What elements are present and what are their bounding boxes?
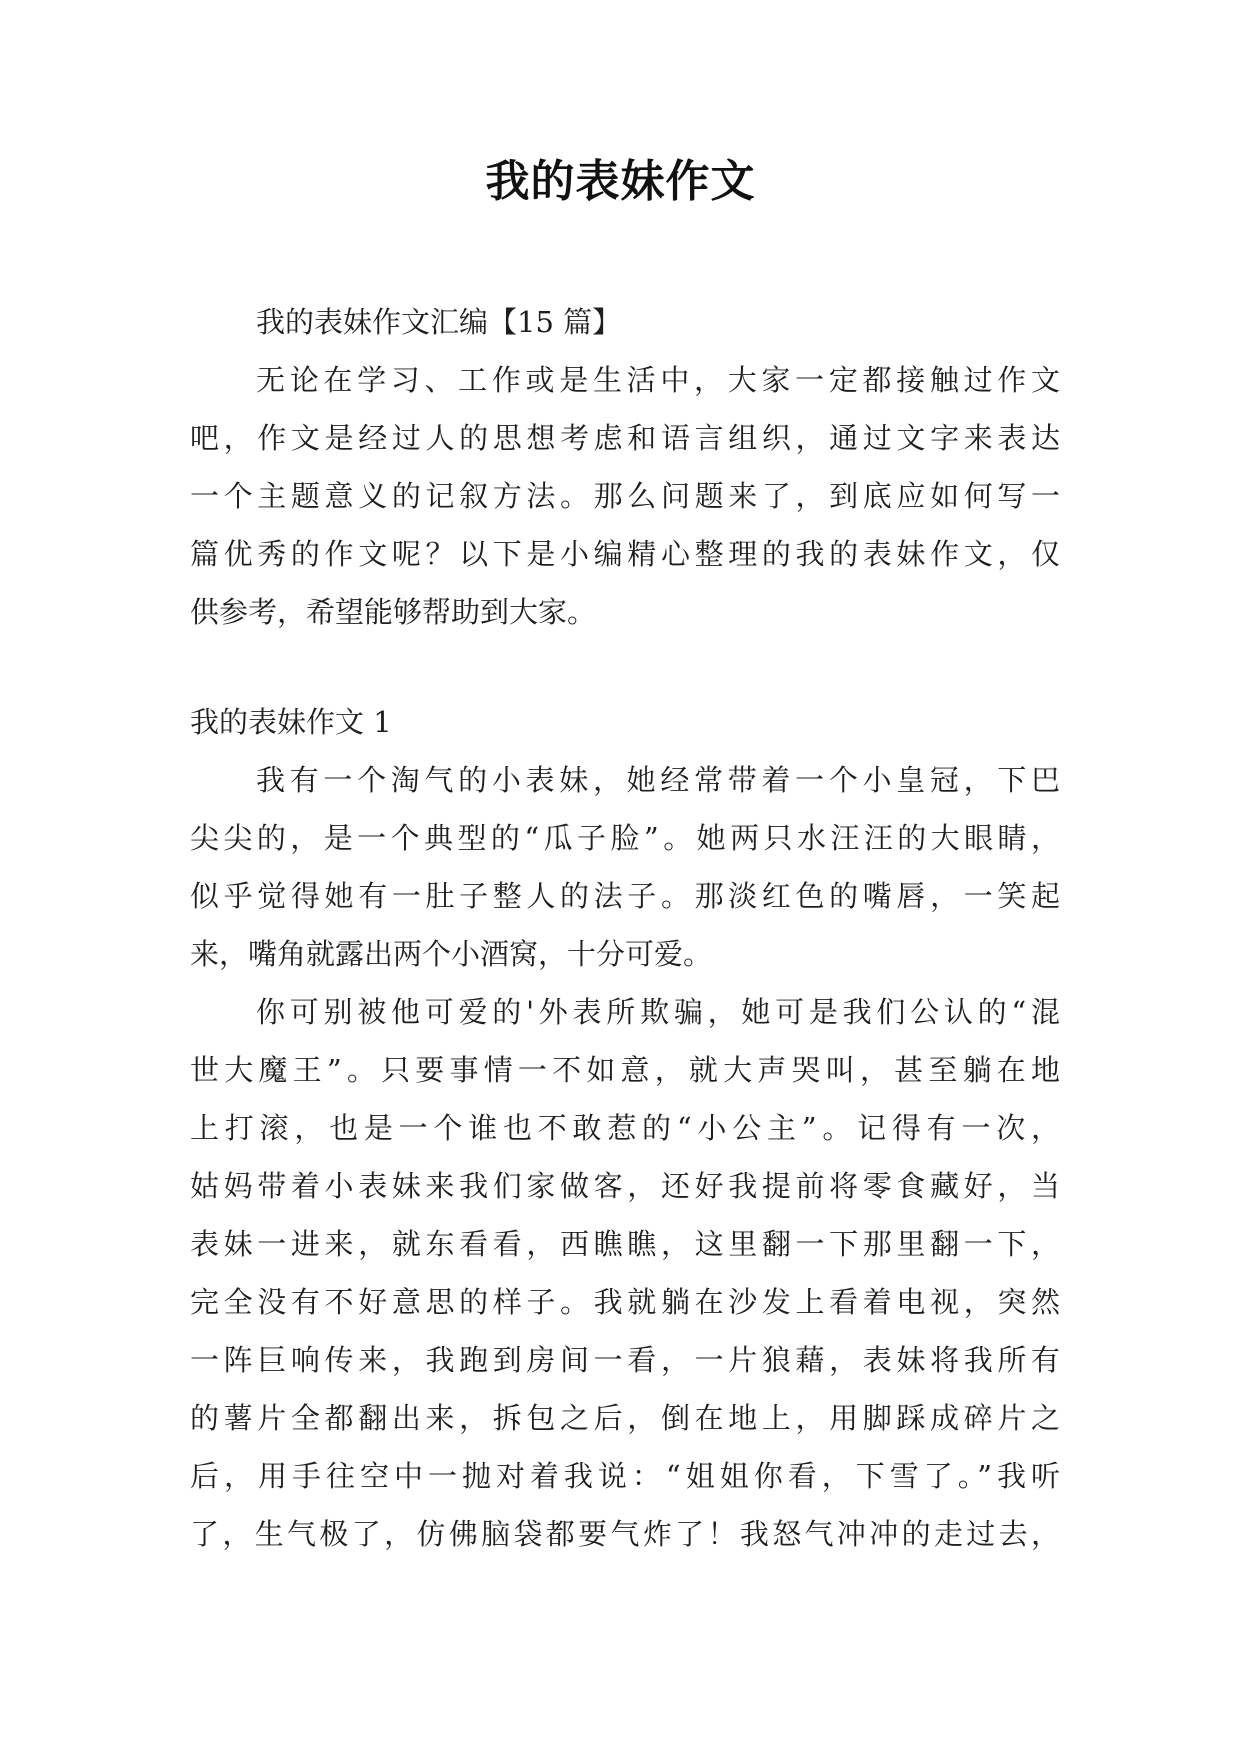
document-title: 我的表妹作文 [485, 156, 756, 207]
essay-line: 上打滚，也是一个谁也不敢惹的“小公主”。记得有一次， [190, 1111, 1060, 1145]
essay-line: 我有一个淘气的小表妹，她经常带着一个小皇冠，下巴 [256, 763, 1060, 797]
intro-line: 一个主题意义的记叙方法。那么问题来了，到底应如何写一 [190, 479, 1060, 513]
intro-line: 无论在学习、工作或是生活中，大家一定都接触过作文 [256, 363, 1060, 397]
essay-line: 姑妈带着小表妹来我们家做客，还好我提前将零食藏好，当 [190, 1169, 1060, 1203]
essay-line: 世大魔王”。只要事情一不如意，就大声哭叫，甚至躺在地 [190, 1053, 1060, 1087]
collection-subtitle: 我的表妹作文汇编【15 篇】 [256, 305, 622, 339]
intro-line: 供参考，希望能够帮助到大家。 [190, 595, 597, 629]
essay-line: 的薯片全都翻出来，拆包之后，倒在地上，用脚踩成碎片之 [190, 1401, 1060, 1435]
intro-line: 篇优秀的作文呢？以下是小编精心整理的我的表妹作文，仅 [190, 537, 1060, 571]
essay-line: 似乎觉得她有一肚子整人的法子。那淡红色的嘴唇，一笑起 [190, 879, 1060, 913]
essay-line: 了，生气极了，仿佛脑袋都要气炸了！我怒气冲冲的走过去， [190, 1517, 1060, 1551]
essay-line: 后，用手往空中一抛对着我说：“姐姐你看，下雪了。”我听 [190, 1459, 1060, 1493]
essay-line: 来，嘴角就露出两个小酒窝，十分可爱。 [190, 937, 713, 971]
essay-line: 尖尖的，是一个典型的“瓜子脸”。她两只水汪汪的大眼睛， [190, 821, 1060, 855]
essay-line: 完全没有不好意思的样子。我就躺在沙发上看着电视，突然 [190, 1285, 1060, 1319]
essay-line: 表妹一进来，就东看看，西瞧瞧，这里翻一下那里翻一下， [190, 1227, 1060, 1261]
essay-line: 一阵巨响传来，我跑到房间一看，一片狼藉，表妹将我所有 [190, 1343, 1060, 1377]
essay-heading: 我的表妹作文 1 [190, 705, 392, 739]
intro-line: 吧，作文是经过人的思想考虑和语言组织，通过文字来表达 [190, 421, 1060, 455]
essay-line: 你可别被他可爱的'外表所欺骗，她可是我们公认的“混 [256, 995, 1060, 1029]
